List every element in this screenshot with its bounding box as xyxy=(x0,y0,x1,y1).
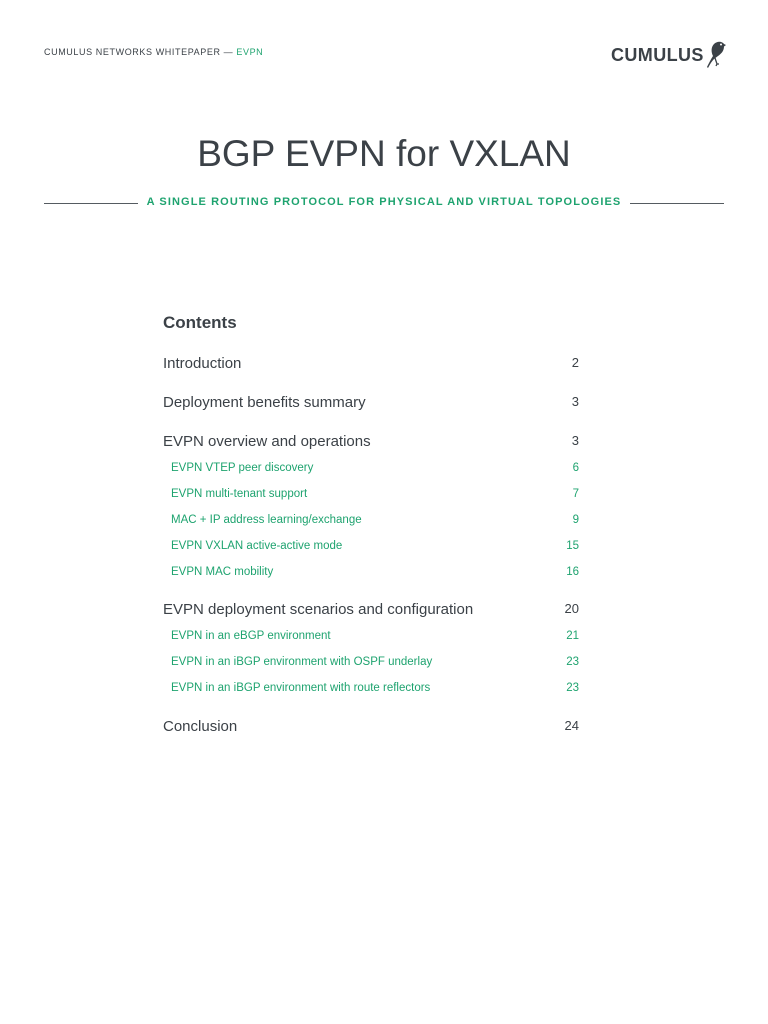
subtitle-rule-right xyxy=(630,203,724,204)
toc-entry[interactable] xyxy=(163,601,579,618)
toc-entry-label: MAC + IP address learning/exchange xyxy=(171,514,362,526)
toc-entry-label: EVPN multi-tenant support xyxy=(171,488,308,500)
toc-subentry[interactable] xyxy=(163,682,579,694)
toc-entry[interactable] xyxy=(163,355,579,372)
toc-entry-label: Conclusion xyxy=(163,718,238,735)
toc-entry-page: 21 xyxy=(566,630,579,642)
toc-entry-label: EVPN MAC mobility xyxy=(171,566,274,578)
header-label-prefix: CUMULUS NETWORKS WHITEPAPER — xyxy=(44,47,237,57)
toc-entry-page: 2 xyxy=(571,355,579,370)
contents-heading: Contents xyxy=(163,313,237,332)
document-title: BGP EVPN for VXLAN xyxy=(197,133,571,174)
toc-entry-page: 16 xyxy=(566,566,579,578)
toc-entry-page: 15 xyxy=(566,540,579,552)
bird-icon xyxy=(705,40,727,70)
toc-subentry[interactable] xyxy=(163,488,579,500)
toc-entry[interactable] xyxy=(163,718,579,735)
toc-subentry[interactable] xyxy=(163,462,579,474)
toc-entry-label: EVPN in an iBGP environment with OSPF underlay xyxy=(171,656,433,668)
toc-entry-page: 9 xyxy=(572,514,579,526)
toc-subentry[interactable] xyxy=(163,630,579,642)
cumulus-logo xyxy=(611,40,727,70)
toc-entry-label: Deployment benefits summary xyxy=(163,394,366,411)
document-subtitle: A SINGLE ROUTING PROTOCOL FOR PHYSICAL AND VIRTUAL TOPOLOGIES xyxy=(146,196,622,208)
toc-entry-page: 3 xyxy=(571,433,579,448)
toc-entry-label: Introduction xyxy=(163,355,242,372)
header-label xyxy=(44,47,263,57)
toc-entry-label: EVPN overview and operations xyxy=(163,433,371,450)
toc-entry-label: EVPN VXLAN active-active mode xyxy=(171,540,343,552)
logo-text: CUMULUS xyxy=(611,44,704,65)
toc-entry-page: 7 xyxy=(572,488,579,500)
header-label-accent: EVPN xyxy=(236,47,264,57)
toc-entry-label: EVPN in an iBGP environment with route reflectors xyxy=(171,682,431,694)
toc-entry-page: 20 xyxy=(564,601,579,616)
toc-entry-page: 6 xyxy=(572,462,579,474)
toc-entry-page: 23 xyxy=(566,682,579,694)
toc-subentry[interactable] xyxy=(163,656,579,668)
toc-entry-label: EVPN in an eBGP environment xyxy=(171,630,331,642)
toc-entry-label: EVPN VTEP peer discovery xyxy=(171,462,314,474)
toc-entry[interactable] xyxy=(163,433,579,450)
toc-entry[interactable] xyxy=(163,394,579,411)
toc-entry-label: EVPN deployment scenarios and configuration xyxy=(163,601,474,618)
toc-entry-page: 23 xyxy=(566,656,579,668)
toc-entry-page: 24 xyxy=(564,718,579,733)
toc-subentry[interactable] xyxy=(163,514,579,526)
toc-subentry[interactable] xyxy=(163,566,579,578)
toc-subentry[interactable] xyxy=(163,540,579,552)
toc-entry-page: 3 xyxy=(571,394,579,409)
